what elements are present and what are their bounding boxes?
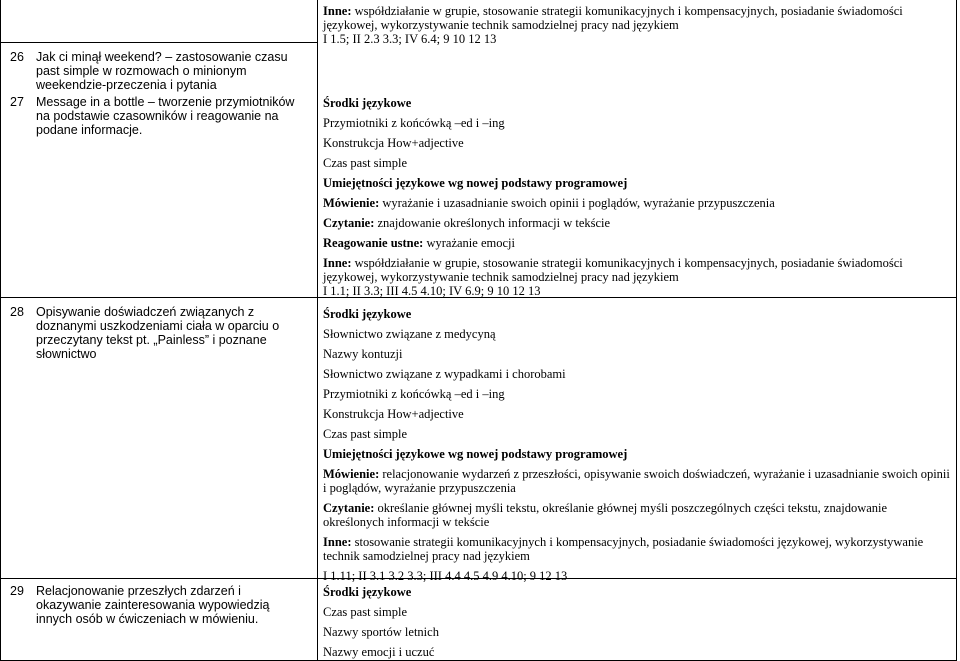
language-item: Przymiotniki z końcówką –ed i –ing — [323, 116, 505, 130]
curriculum-codes: I 1.1; II 3.3; III 4.5 4.10; IV 6.9; 9 10 12 13 — [323, 284, 541, 298]
skill-label: Mówienie: — [323, 467, 380, 481]
skill-label: Reagowanie ustne: — [323, 236, 424, 250]
lesson-row — [10, 584, 296, 626]
curriculum-codes: I 1.5; II 2.3 3.3; IV 6.4; 9 10 12 13 — [323, 32, 497, 46]
skill-text: znajdowanie określonych informacji w tekście — [374, 216, 611, 230]
skills-heading: Umiejętności językowe wg nowej podstawy programowej — [323, 176, 628, 190]
lesson-topic: Opisywanie doświadczeń związanych z doznanymi uszkodzeniami ciała w oparciu o przeczytany tekst pt. „Painless” i poznane słownictwo — [36, 305, 280, 361]
skills-cell-1 — [323, 96, 951, 298]
skill-label: Inne: — [323, 256, 352, 270]
skill-reacting — [323, 236, 951, 250]
skills-cell-top — [323, 4, 951, 46]
skill-text: wyrażanie i uzasadnianie swoich opinii i poglądów, wyrażanie przypuszczenia — [379, 196, 775, 210]
column-divider — [317, 0, 318, 661]
skills-heading: Umiejętności językowe wg nowej podstawy programowej — [323, 447, 628, 461]
table-border-right — [956, 0, 957, 661]
curriculum-codes: I 1.11; II 3.1 3.2 3.3; III 4.4 4.5 4.9 4.10; 9 12 13 — [323, 569, 568, 583]
table-border-left — [0, 0, 1, 661]
language-means-heading: Środki językowe — [323, 585, 412, 599]
skill-speaking — [323, 467, 951, 495]
lesson-number: 29 — [10, 584, 24, 598]
lessons-cell-2 — [10, 305, 296, 361]
skill-other — [323, 256, 951, 284]
lesson-topic: Jak ci minął weekend? – zastosowanie czasu past simple w rozmowach o minionym weekendzie-przeczenia i pytania — [36, 50, 288, 92]
language-item: Słownictwo związane z medycyną — [323, 327, 496, 341]
lesson-number: 28 — [10, 305, 24, 319]
language-item: Nazwy sportów letnich — [323, 625, 439, 639]
other-skills — [323, 4, 951, 32]
language-means-heading: Środki językowe — [323, 96, 412, 110]
language-means-heading: Środki językowe — [323, 307, 412, 321]
skill-label: Inne: — [323, 4, 352, 18]
skill-other — [323, 535, 951, 563]
lessons-cell-1 — [10, 50, 296, 137]
skill-speaking — [323, 196, 951, 210]
skill-text: wyrażanie emocji — [423, 236, 515, 250]
skill-text: relacjonowanie wydarzeń z przeszłości, opisywanie swoich doświadczeń, wyrażanie i uzasadnianie swoich opinii i poglądów, wyrażanie przypuszczenia — [323, 467, 950, 495]
lesson-number: 27 — [10, 95, 24, 109]
lesson-topic: Message in a bottle – tworzenie przymiotników na podstawie czasowników i reagowanie na podane informacje. — [36, 95, 295, 137]
skill-label: Czytanie: — [323, 216, 375, 230]
lesson-number: 26 — [10, 50, 24, 64]
lesson-row — [10, 305, 296, 361]
language-item: Słownictwo związane z wypadkami i chorobami — [323, 367, 566, 381]
skill-label: Czytanie: — [323, 501, 375, 515]
language-item: Przymiotniki z końcówką –ed i –ing — [323, 387, 505, 401]
skill-label: Inne: — [323, 535, 352, 549]
language-item: Nazwy emocji i uczuć — [323, 645, 435, 659]
skill-text: określanie głównej myśli tekstu, określanie głównej myśli poszczególnych części tekstu, znajdowanie określonych informacji w tekście — [323, 501, 888, 529]
lesson-topic: Relacjonowanie przeszłych zdarzeń i okazywanie zainteresowania wypowiedzią innych osób w ćwiczeniach w mówieniu. — [36, 584, 270, 626]
skill-reading — [323, 501, 951, 529]
lessons-cell-3 — [10, 584, 296, 626]
language-item: Czas past simple — [323, 156, 408, 170]
skills-cell-2 — [323, 307, 951, 583]
language-item: Konstrukcja How+adjective — [323, 136, 464, 150]
lesson-row — [10, 95, 296, 137]
skill-text: współdziałanie w grupie, stosowanie strategii komunikacyjnych i kompensacyjnych, posiadanie świadomości językowej, wykorzystywanie technik samodzielnej pracy nad językiem — [323, 256, 903, 284]
language-item: Czas past simple — [323, 605, 408, 619]
language-item: Nazwy kontuzji — [323, 347, 403, 361]
language-item: Konstrukcja How+adjective — [323, 407, 464, 421]
skills-cell-3 — [323, 585, 951, 659]
lesson-row — [10, 50, 296, 92]
skill-label: Mówienie: — [323, 196, 380, 210]
skill-text: stosowanie strategii komunikacyjnych i kompensacyjnych, posiadanie świadomości językowej, wykorzystywanie technik samodzielnej pracy nad językiem — [323, 535, 924, 563]
language-item: Czas past simple — [323, 427, 408, 441]
row-divider-top-left — [0, 42, 317, 43]
skill-text: współdziałanie w grupie, stosowanie strategii komunikacyjnych i kompensacyjnych, posiadanie świadomości językowej, wykorzystywanie technik samodzielnej pracy nad językiem — [323, 4, 903, 32]
skill-reading — [323, 216, 951, 230]
